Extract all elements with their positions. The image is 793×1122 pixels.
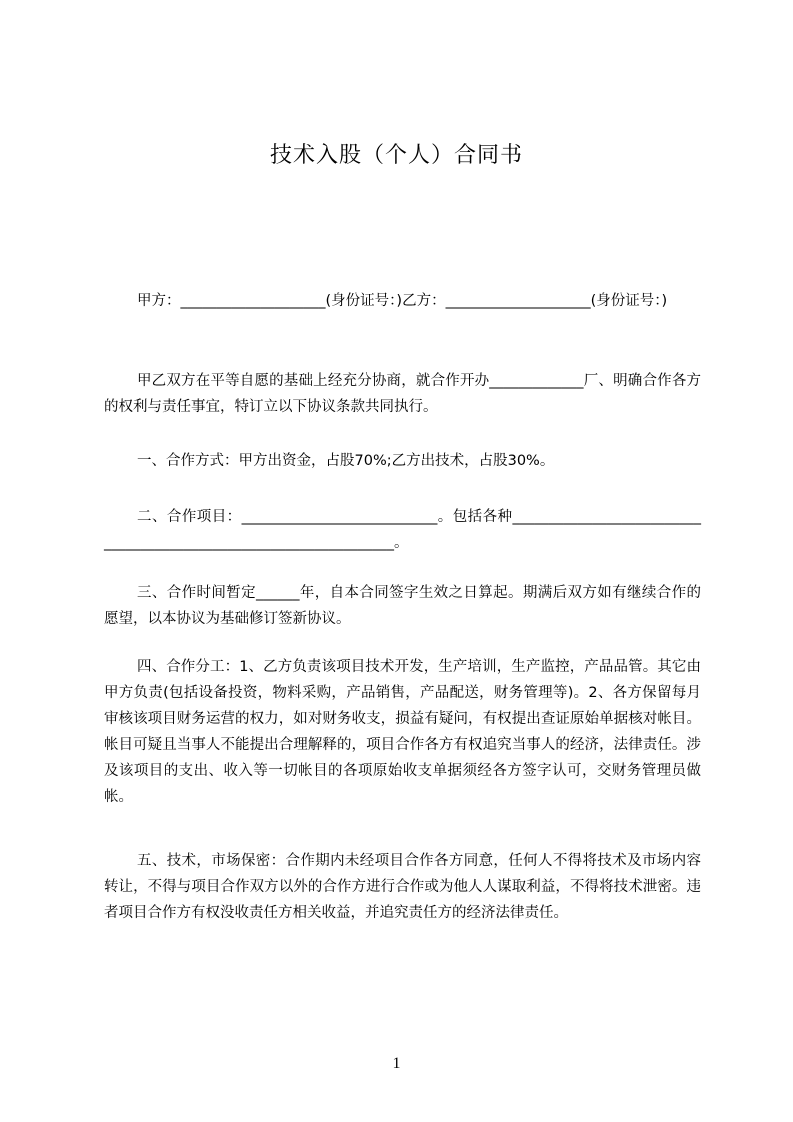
clause-2-cooperation-project: 二、合作项目：___________________________。包括各种__________________________________________________________________。 — [104, 509, 701, 551]
parties-paragraph: 甲方：____________________(身份证号：)乙方：____________________(身份证号：) — [137, 293, 668, 309]
page-number: 1 — [392, 1055, 401, 1072]
clause-1-cooperation-method: 一、合作方式：甲方出资金，占股70%;乙方出技术，占股30%。 — [137, 453, 555, 469]
clause-3-cooperation-period: 三、合作时间暂定______年，自本合同签字生效之日算起。期满后双方如有继续合作的愿望，以本协议为基础修订签新协议。 — [104, 585, 701, 627]
preamble-paragraph: 甲乙双方在平等自愿的基础上经充分协商，就合作开办_____________厂、明确合作各方的权利与责任事宜，特订立以下协议条款共同执行。 — [104, 373, 701, 415]
clause-5-confidentiality: 五、技术，市场保密：合作期内未经项目合作各方同意，任何人不得将技术及市场内容转让，不得与项目合作双方以外的合作方进行合作或为他人人谋取利益，不得将技术泄密。违者项目合作方有权没收责任方相关收益，并追究责任方的经济法律责任。 — [104, 853, 701, 921]
clause-4-division-of-work: 四、合作分工：1、乙方负责该项目技术开发，生产培训，生产监控，产品品管。其它由甲方负责(包括设备投资，物料采购，产品销售，产品配送，财务管理等)。2、各方保留每月审核该项目财务运营的权力，如对财务收支，损益有疑问，有权提出查证原始单据核对帐目。帐目可疑且当事人不能提出合理解释的，项目合作各方有权追究当事人的经济，法律责任。涉及该项目的支出、收入等一切帐目的各项原始收支单据须经各方签字认可，交财务管理员做帐。 — [104, 659, 701, 805]
document-title: 技术入股（个人）合同书 — [269, 143, 523, 168]
